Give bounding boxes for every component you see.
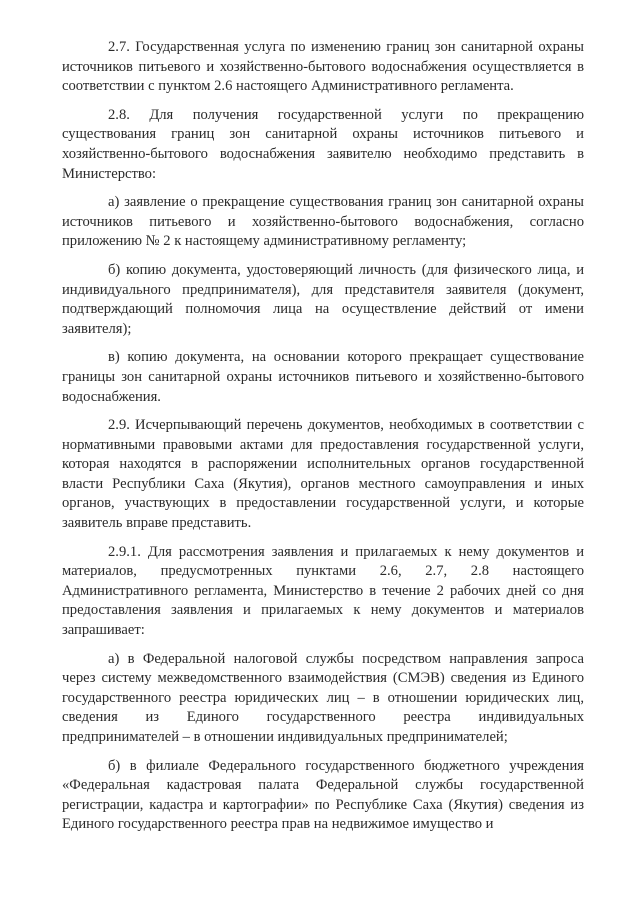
paragraph-2-8: 2.8. Для получения государственной услуги по прекращению существования границ зон санитарной охраны источников питьевого и хозяйственно-бытового водоснабжения заявителю необходимо представить в Министерство:: [62, 106, 584, 182]
paragraph-2-9-1-a: а) в Федеральной налоговой службы посредством направления запроса через систему межведомственного взаимодействия (СМЭВ) сведения из Единого государственного реестра юридических лиц – в отношении юридических лиц, сведения из Единого государственного реестра индивидуальных предпринимателей – в отношении индивидуальных предпринимателей;: [62, 650, 584, 745]
paragraph-2-9-1-b: б) в филиале Федерального государственного бюджетного учреждения «Федеральная кадастровая палата Федеральной службы государственной регистрации, кадастра и картографии» по Республике Саха (Якутия) сведения из Единого государственного реестра прав на недвижимое имущество и: [62, 757, 584, 833]
paragraph-2-7: 2.7. Государственная услуга по изменению границ зон санитарной охраны источников питьевого и хозяйственно-бытового водоснабжения осуществляется в соответствии с пунктом 2.6 настоящего Административного регламента.: [62, 39, 584, 95]
paragraph-2-9: 2.9. Исчерпывающий перечень документов, необходимых в соответствии с нормативными правовыми актами для предоставления государственной услуги, которая находятся в распоряжении исполнительных органов государственной власти Республики Саха (Якутия), органов местного самоуправления и иных органов, участвующих в предоставлении государственной услуги, и которые заявитель вправе представить.: [62, 417, 584, 532]
paragraph-2-8-a: а) заявление о прекращение существования границ зон санитарной охраны источников питьевого и хозяйственно-бытового водоснабжения, согласно приложению № 2 к настоящему административному регламенту;: [62, 194, 584, 250]
paragraph-2-8-b: б) копию документа, удостоверяющий личность (для физического лица, и индивидуального предпринимателя), для представителя заявителя (документ, подтверждающий полномочия лица на осуществление действий от имени заявителя);: [62, 261, 584, 337]
paragraph-2-9-1: 2.9.1. Для рассмотрения заявления и прилагаемых к нему документов и материалов, предусмотренных пунктами 2.6, 2.7, 2.8 настоящего Административного регламента, Министерство в течение 2 рабочих дней со дня предоставления заявления и прилагаемых к нему документов и материалов запрашивает:: [62, 543, 584, 639]
paragraph-2-8-v: в) копию документа, на основании которого прекращает существование границы зон санитарной охраны источников питьевого и хозяйственно-бытового водоснабжения.: [62, 349, 584, 405]
